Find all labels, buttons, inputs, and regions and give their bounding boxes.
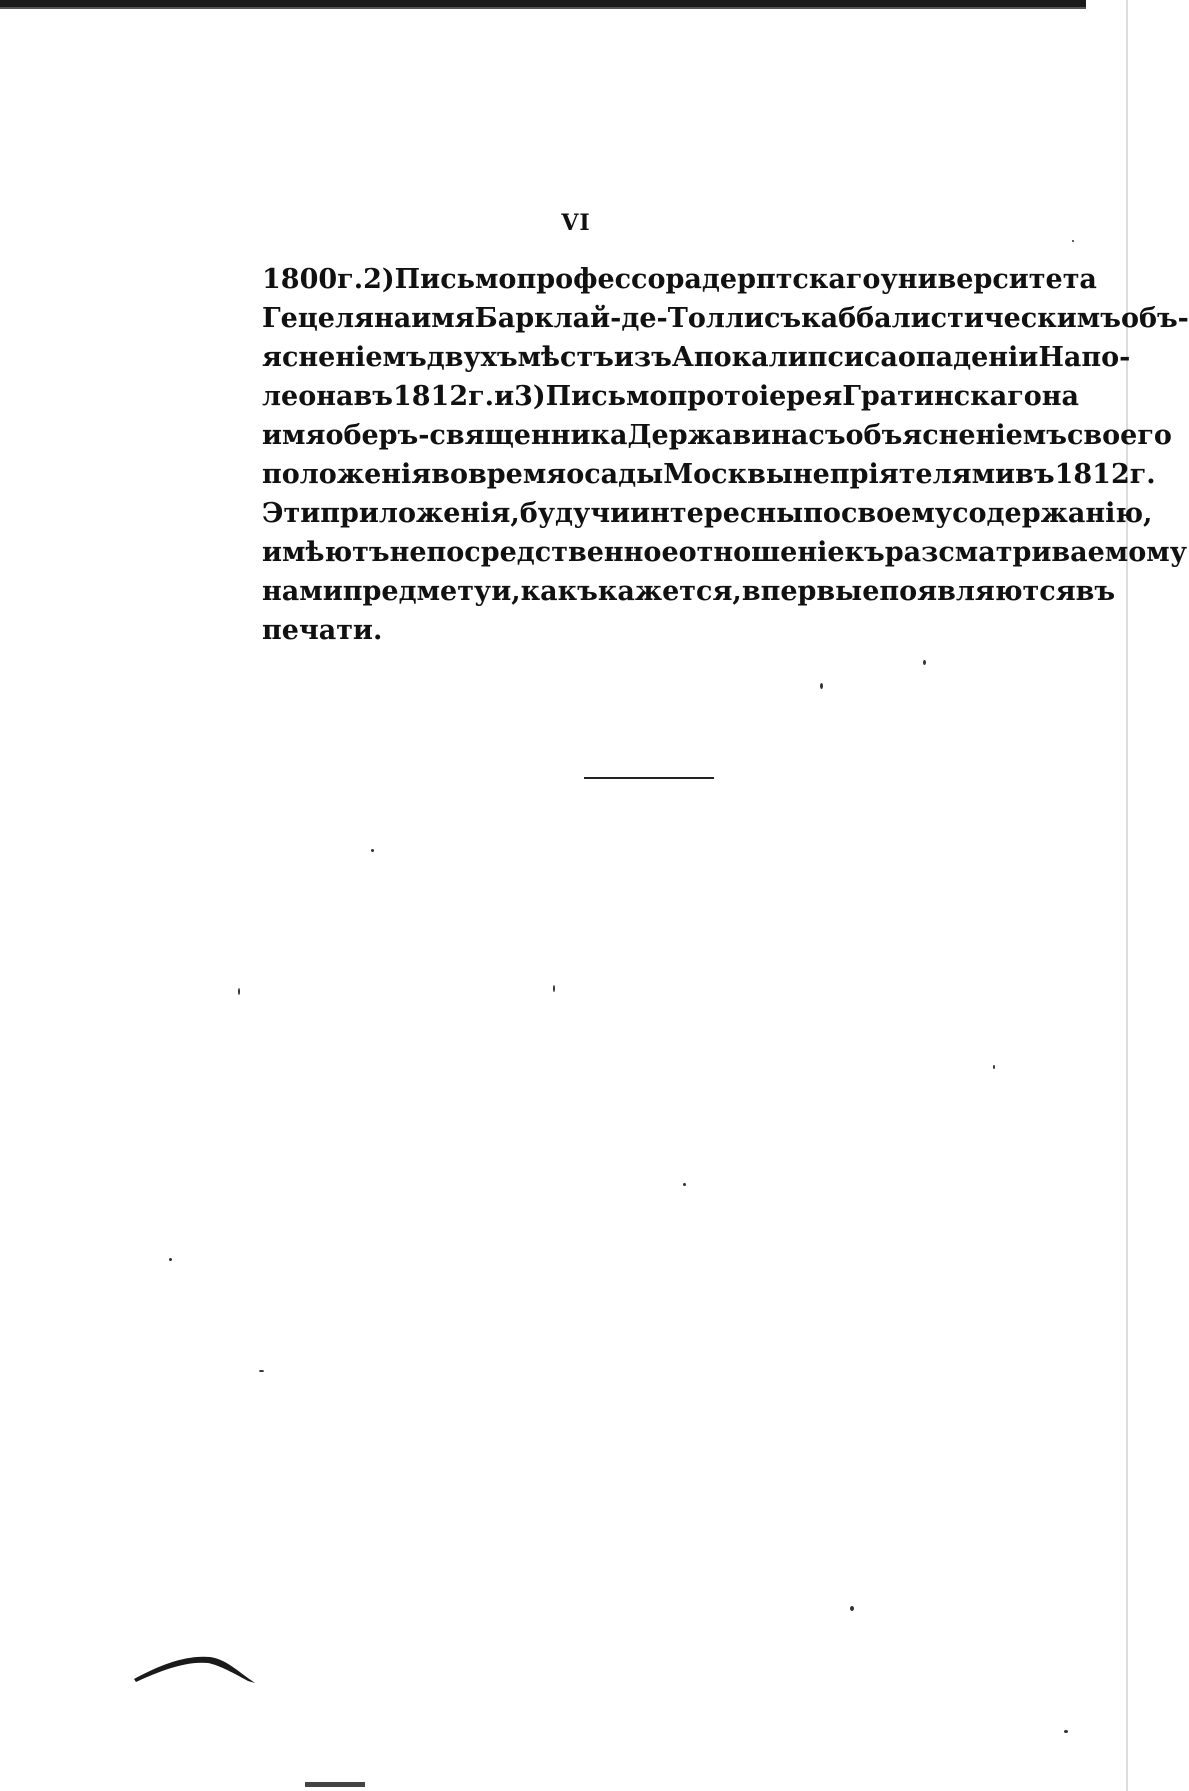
scan-speck	[683, 1183, 686, 1186]
word: приложенія,	[320, 498, 520, 529]
word: въ	[1015, 459, 1055, 490]
section-divider	[584, 777, 714, 779]
word: Напо-	[1038, 342, 1131, 373]
word: 1812	[392, 381, 469, 412]
word: отношеніе	[678, 537, 845, 568]
text-line	[262, 377, 1080, 416]
word: положенія	[262, 459, 432, 490]
word: г.	[337, 264, 364, 295]
word: Гецеля	[262, 303, 374, 334]
text-line	[262, 299, 1189, 338]
bottom-text-fragment	[305, 1782, 365, 1787]
word: печати.	[262, 615, 383, 646]
word: г.	[1129, 459, 1156, 490]
page-edge	[1126, 0, 1128, 1791]
word: интересны	[630, 498, 804, 529]
word: и,	[491, 576, 521, 607]
scan-speck	[553, 985, 555, 992]
word: Барклай-де-Толли	[474, 303, 764, 334]
word: нами	[262, 576, 343, 607]
scan-speck	[993, 1065, 995, 1069]
scan-speck	[238, 988, 240, 995]
word: имѣютъ	[262, 537, 390, 568]
word: съ	[808, 420, 846, 451]
word: впервые	[741, 576, 880, 607]
word: Эти	[262, 498, 321, 529]
word: разсматриваемому	[884, 537, 1188, 568]
text-line	[262, 572, 1116, 611]
scan-speck	[1064, 1730, 1068, 1733]
ink-smudge	[130, 1645, 260, 1685]
word: объясненіемъ	[845, 420, 1067, 451]
text-line	[262, 533, 1188, 572]
word: появляются	[879, 576, 1076, 607]
word: леона	[262, 381, 354, 412]
text-line	[262, 494, 1153, 533]
word: непосредственное	[389, 537, 679, 568]
word: 3)	[514, 381, 546, 412]
word: университета	[880, 264, 1097, 295]
word: профессора	[516, 264, 702, 295]
text-line	[262, 611, 1038, 650]
body-paragraph	[262, 260, 1189, 650]
word: имя	[262, 420, 326, 451]
word: ясненіемъ	[262, 342, 427, 373]
text-line	[262, 455, 1156, 494]
word: содержанію,	[952, 498, 1153, 529]
word: и	[494, 381, 515, 412]
text-line	[262, 260, 1097, 299]
word: кажется,	[597, 576, 742, 607]
scan-speck	[850, 1606, 854, 1611]
word: время	[468, 459, 567, 490]
scan-speck	[259, 1370, 264, 1372]
word: въ	[1075, 576, 1116, 607]
word: въ	[353, 381, 393, 412]
word: изъ	[613, 342, 672, 373]
word: дерптскаго	[701, 264, 881, 295]
word: по	[803, 498, 841, 529]
word: осады	[566, 459, 664, 490]
word: къ	[844, 537, 885, 568]
scan-speck	[169, 1258, 172, 1261]
word: мѣстъ	[517, 342, 614, 373]
word: двухъ	[426, 342, 518, 373]
word: о	[897, 342, 916, 373]
scan-speck	[820, 683, 823, 689]
word: съ	[763, 303, 802, 334]
word: имя	[411, 303, 475, 334]
word: предмету	[342, 576, 492, 607]
word: объ-	[1120, 303, 1189, 334]
word: будучи	[519, 498, 631, 529]
word: своему	[840, 498, 953, 529]
word: Гратинскаго	[842, 381, 1042, 412]
word: на	[373, 303, 412, 334]
word: Державина	[627, 420, 809, 451]
word: какъ	[520, 576, 598, 607]
text-line	[262, 338, 1131, 377]
word: 1812	[1054, 459, 1130, 490]
word: на	[1041, 381, 1080, 412]
word: каббалистическимъ	[801, 303, 1121, 334]
text-line	[262, 416, 1172, 455]
word: Апокалипсиса	[671, 342, 898, 373]
scan-speck	[371, 849, 374, 852]
word: паденіи	[915, 342, 1039, 373]
word: во	[431, 459, 469, 490]
scan-speck	[1072, 240, 1074, 242]
word: непріятелями	[792, 459, 1016, 490]
word: своего	[1066, 420, 1172, 451]
word: Москвы	[663, 459, 793, 490]
page-number: VI	[561, 210, 591, 236]
word: Письмо	[545, 381, 668, 412]
word: Письмо	[394, 264, 517, 295]
word: протоіерея	[667, 381, 843, 412]
scan-speck	[923, 660, 926, 665]
word: 1800	[262, 264, 338, 295]
word: оберъ-священника	[325, 420, 628, 451]
top-border-rule	[0, 0, 1086, 9]
word: 2)	[363, 264, 395, 295]
word: г.	[468, 381, 495, 412]
